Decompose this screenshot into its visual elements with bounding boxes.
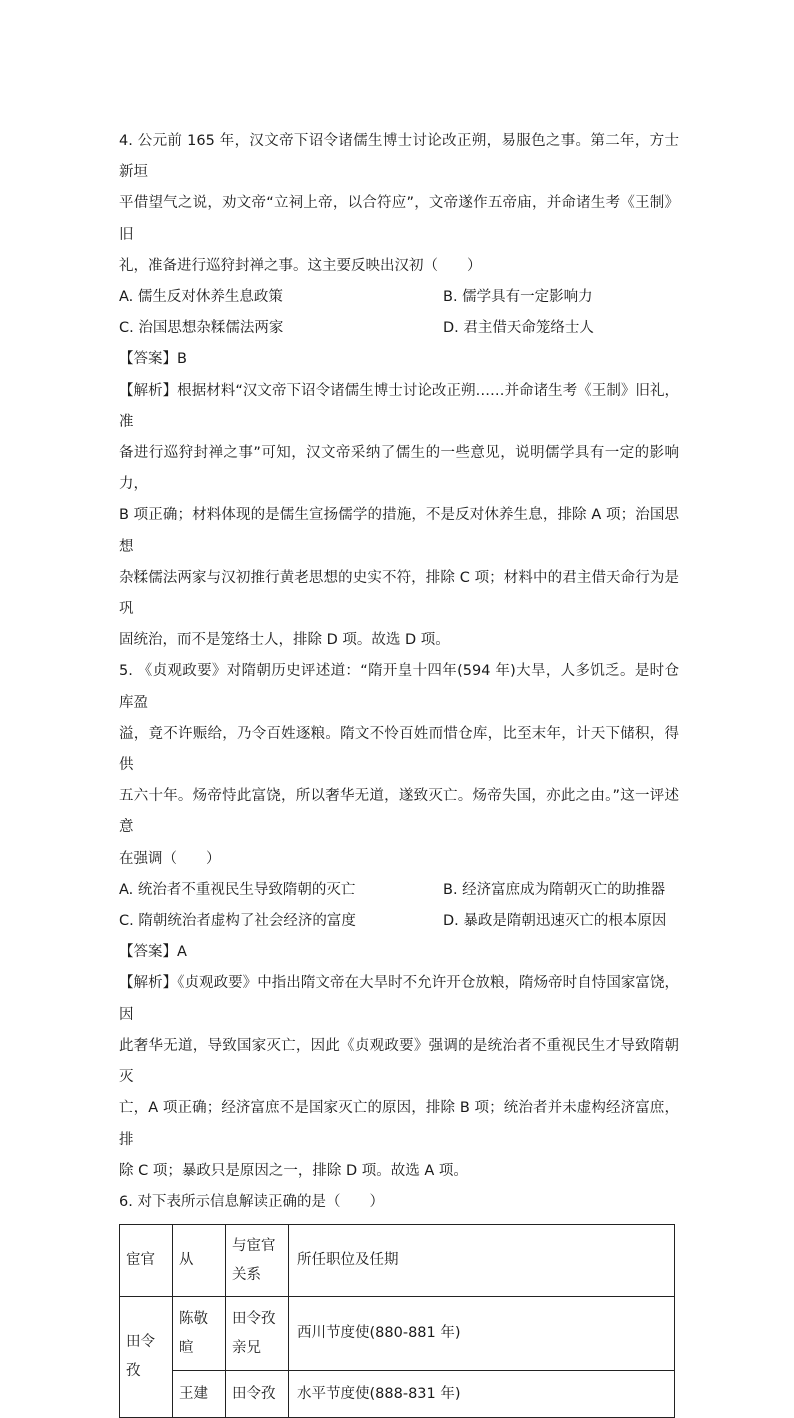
question-5-options-row-2 bbox=[119, 906, 679, 937]
table-cell: 田令孜 亲兄 bbox=[226, 1297, 289, 1371]
option-b: B. 儒学具有一定影响力 bbox=[443, 289, 593, 306]
table-cell: 水平节度使(888-831 年) bbox=[289, 1371, 675, 1418]
table-cell: 王建 bbox=[173, 1371, 226, 1418]
option-a: A. 儒生反对休养生息政策 bbox=[119, 289, 283, 306]
question-5-line-1: 5. 《贞观政要》对隋朝历史评述道：“隋开皇十四年(594 年)大旱，人多饥乏。是时仓库盈 bbox=[119, 663, 679, 711]
question-4-line-3: 礼，准备进行巡狩封禅之事。这主要反映出汉初（ ） bbox=[119, 257, 482, 274]
question-5-options-row-1 bbox=[119, 875, 679, 906]
answer-label: 【答案】 bbox=[119, 351, 177, 368]
analysis-label: 【解析】 bbox=[119, 382, 178, 399]
table-cell: 陈敬 暄 bbox=[173, 1297, 226, 1371]
analysis-line-4: 除 C 项；暴政只是原因之一，排除 D 项。故选 A 项。 bbox=[119, 1162, 468, 1179]
question-5-line-2: 溢，竟不许赈给，乃令百姓逐粮。隋文不怜百姓而惜仓库，比至末年，计天下储积，得供 bbox=[119, 725, 679, 774]
analysis-line-3: 亡，A 项正确；经济富庶不是国家灭亡的原因，排除 B 项；统治者并未虚构经济富庶，排 bbox=[119, 1100, 679, 1148]
table-cell: 西川节度使(880-881 年) bbox=[289, 1297, 675, 1371]
analysis-line-2: 备进行巡狩封禅之事”可知，汉文帝采纳了儒生的一些意见，说明儒学具有一定的影响力， bbox=[119, 445, 679, 493]
option-b: B. 经济富庶成为隋朝灭亡的助推器 bbox=[443, 881, 666, 898]
table-header-row bbox=[120, 1225, 675, 1297]
question-5 bbox=[119, 656, 679, 1186]
official-table bbox=[119, 1224, 675, 1418]
analysis-label: 【解析】 bbox=[119, 975, 178, 992]
question-6-stem: 6. 对下表所示信息解读正确的是（ ） bbox=[119, 1193, 384, 1210]
analysis-line-1 bbox=[119, 968, 679, 1030]
table-cell: 田令孜 bbox=[226, 1371, 289, 1418]
table-cell-eunuch: 田令 孜 bbox=[120, 1297, 173, 1418]
answer-line bbox=[119, 344, 679, 375]
answer-line bbox=[119, 937, 679, 968]
table-row bbox=[120, 1371, 675, 1418]
option-c: C. 隋朝统治者虚构了社会经济的富度 bbox=[119, 913, 356, 930]
question-6 bbox=[119, 1187, 679, 1418]
question-4-options-row-2 bbox=[119, 313, 679, 344]
analysis-line-3: B 项正确；材料体现的是儒生宣扬儒学的措施，不是反对休养生息，排除 A 项；治国思想 bbox=[119, 507, 679, 555]
question-5-line-3: 五六十年。炀帝恃此富饶，所以奢华无道，遂致灭亡。炀帝失国，亦此之由。”这一评述意 bbox=[119, 788, 679, 836]
table-row bbox=[120, 1297, 675, 1371]
table-header-cell: 宦官 bbox=[120, 1225, 173, 1297]
analysis-line-1 bbox=[119, 376, 679, 438]
analysis-text: 根据材料“汉文帝下诏令诸儒生博士讨论改正朔……并命诸生考《王制》旧礼，准 bbox=[119, 382, 680, 430]
table-header-cell: 与宦官 关系 bbox=[226, 1225, 289, 1297]
option-d: D. 暴政是隋朝迅速灭亡的根本原因 bbox=[443, 913, 667, 930]
question-4-line-1: 4. 公元前 165 年，汉文帝下诏令诸儒生博士讨论改正朔，易服色之事。第二年，方士新垣 bbox=[119, 133, 679, 181]
option-a: A. 统治者不重视民生导致隋朝的灭亡 bbox=[119, 881, 356, 898]
answer-label: 【答案】 bbox=[119, 944, 177, 961]
analysis-line-2: 此奢华无道，导致国家灭亡，因此《贞观政要》强调的是统治者不重视民生才导致隋朝灭 bbox=[119, 1037, 679, 1086]
document-content bbox=[119, 126, 679, 1418]
question-5-line-4: 在强调（ ） bbox=[119, 850, 221, 867]
answer-value: B bbox=[177, 351, 187, 368]
question-4 bbox=[119, 126, 679, 656]
option-c: C. 治国思想杂糅儒法两家 bbox=[119, 320, 284, 337]
table-header-cell: 从 bbox=[173, 1225, 226, 1297]
question-4-line-2: 平借望气之说，劝文帝“立祠上帝，以合符应”，文帝遂作五帝庙，并命诸生考《王制》旧 bbox=[119, 195, 679, 243]
analysis-line-5: 固统治，而不是笼络士人，排除 D 项。故选 D 项。 bbox=[119, 632, 450, 649]
option-d: D. 君主借天命笼络士人 bbox=[443, 320, 594, 337]
answer-value: A bbox=[177, 944, 187, 961]
table-header-cell: 所任职位及任期 bbox=[289, 1225, 675, 1297]
analysis-text: 《贞观政要》中指出隋文帝在大旱时不允许开仓放粮，隋炀帝时自恃国家富饶，因 bbox=[119, 975, 680, 1023]
question-4-options-row-1 bbox=[119, 282, 679, 313]
analysis-line-4: 杂糅儒法两家与汉初推行黄老思想的史实不符，排除 C 项；材料中的君主借天命行为是巩 bbox=[119, 569, 679, 618]
